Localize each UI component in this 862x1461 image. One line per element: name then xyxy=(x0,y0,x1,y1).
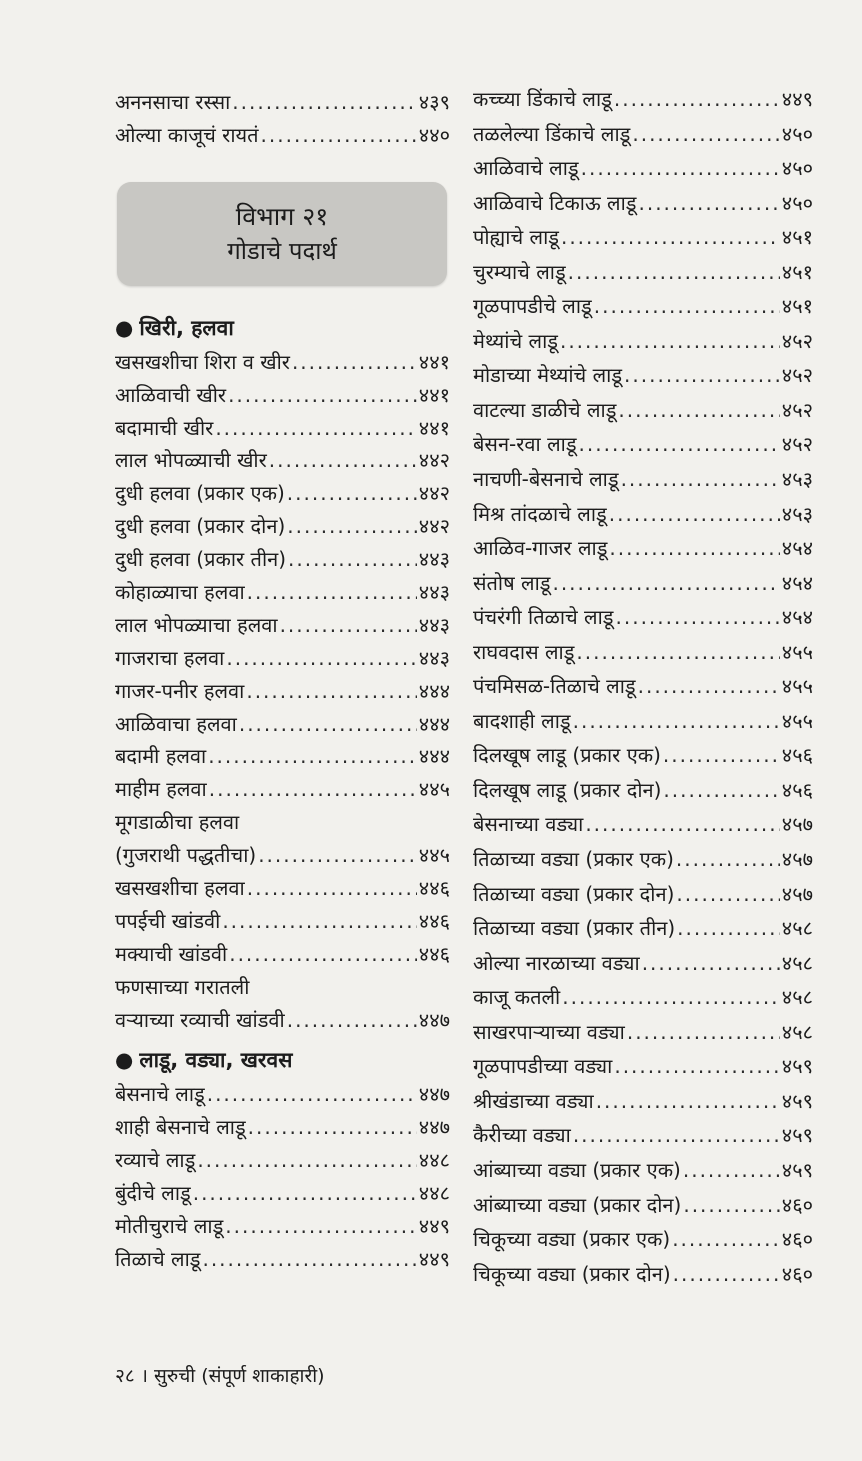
toc-entry-page-number: ४५५ xyxy=(781,639,813,664)
toc-entry xyxy=(115,609,450,642)
toc-entry-page-number: ४५४ xyxy=(781,536,813,561)
dot-leader xyxy=(552,566,779,601)
toc-entry-page-number: ४५६ xyxy=(781,777,813,802)
toc-entry-title: अननसाचा रस्सा xyxy=(115,90,231,114)
toc-entry-title: बेसनाच्या वड्या xyxy=(473,812,584,837)
toc-entry xyxy=(115,543,450,576)
dot-leader xyxy=(594,289,780,324)
toc-entry-page-number: ४४६ xyxy=(418,876,450,901)
toc-entry xyxy=(115,1111,450,1144)
toc-entry xyxy=(473,566,813,601)
toc-entry-page-number: ४४३ xyxy=(418,547,450,572)
toc-entry-title: चिकूच्या वड्या (प्रकार दोन) xyxy=(473,1261,671,1286)
toc-entry-page-number: ४५२ xyxy=(781,397,813,422)
dot-leader xyxy=(621,462,780,497)
toc-entry-page-number: ४५३ xyxy=(781,467,813,492)
dot-leader xyxy=(624,358,780,393)
toc-entry-title: कैरीच्या वड्या xyxy=(473,1123,571,1148)
dot-leader xyxy=(288,543,417,576)
dot-leader xyxy=(261,119,417,152)
toc-entry-title: बुंदीचे लाडू xyxy=(115,1181,191,1206)
toc-entry-page-number: ४३९ xyxy=(418,90,450,114)
toc-entry-page-number: ४५० xyxy=(781,156,813,181)
dot-leader xyxy=(248,1111,417,1144)
toc-entry-page-number: ४५८ xyxy=(781,950,813,975)
toc-entry xyxy=(473,635,813,670)
toc-entry xyxy=(473,82,813,117)
toc-entry-title: काजू कतली xyxy=(473,985,561,1010)
toc-entry xyxy=(115,1177,450,1210)
subsection-heading-label: खिरी, हलवा xyxy=(139,315,234,340)
toc-entry-title: तिळाच्या वड्या (प्रकार एक) xyxy=(473,847,674,872)
toc-entry-page-number: ४४४ xyxy=(418,678,450,703)
section-heading-box xyxy=(117,182,447,286)
dot-leader xyxy=(573,1118,780,1153)
toc-entry xyxy=(473,186,813,221)
toc-entry-page-number: ४४९ xyxy=(781,87,813,111)
ladoo-vadya-entries xyxy=(115,1078,450,1275)
toc-entry xyxy=(473,877,813,912)
toc-entry xyxy=(115,1004,450,1037)
dot-leader xyxy=(193,1177,417,1210)
dot-leader xyxy=(663,773,779,808)
kheer-halwa-entries-a xyxy=(115,346,450,806)
toc-entry xyxy=(115,510,450,543)
toc-entry-title: आंब्याच्या वड्या (प्रकार दोन) xyxy=(473,1192,682,1217)
dot-leader xyxy=(560,324,780,359)
toc-entry xyxy=(473,531,813,566)
dot-leader xyxy=(287,1004,417,1037)
toc-entry-page-number: ४४१ xyxy=(418,349,450,374)
section-number: विभाग २१ xyxy=(235,201,329,231)
subsection-heading-label: लाडू, वड्या, खरवस xyxy=(139,1048,293,1073)
toc-entry-title: साखरपाऱ्याच्या वड्या xyxy=(473,1019,625,1044)
dot-leader xyxy=(676,877,779,912)
toc-entry-title: बेसन-रवा लाडू xyxy=(473,432,577,457)
toc-entry xyxy=(473,807,813,842)
dot-leader xyxy=(642,946,780,981)
toc-entry-page-number: ४५६ xyxy=(781,743,813,768)
toc-entry xyxy=(473,289,813,324)
toc-entry xyxy=(473,497,813,532)
left-top-entries xyxy=(115,86,450,152)
toc-entry-title: गूळपापडीचे लाडू xyxy=(473,294,592,319)
toc-entry xyxy=(115,119,450,152)
toc-entry-title: आळिवाचा हलवा xyxy=(115,711,237,736)
toc-entry-title: बादशाही लाडू xyxy=(473,708,571,733)
toc-entry-title: राघवदास लाडू xyxy=(473,639,575,664)
dot-leader xyxy=(676,842,780,877)
toc-entry xyxy=(115,1078,450,1111)
toc-entry-page-number: ४४९ xyxy=(418,1214,450,1239)
dot-leader xyxy=(614,1049,779,1084)
dot-leader xyxy=(209,773,417,806)
toc-entry-page-number: ४४३ xyxy=(418,612,450,637)
toc-entry xyxy=(473,255,813,290)
toc-entry xyxy=(473,773,813,808)
toc-entry xyxy=(473,358,813,393)
toc-entry-title: संतोष लाडू xyxy=(473,570,551,595)
toc-entry-title: लाल भोपळ्याचा हलवा xyxy=(115,612,278,637)
toc-entry-page-number: ४५७ xyxy=(781,881,813,906)
toc-entry-title: दुधी हलवा (प्रकार एक) xyxy=(115,481,285,506)
toc-entry-page-number: ४४१ xyxy=(418,382,450,407)
toc-entry-title: मोडाच्या मेथ्यांचे लाडू xyxy=(473,363,623,388)
dot-leader xyxy=(596,1084,780,1119)
toc-entry-page-number: ४५५ xyxy=(781,674,813,699)
dot-leader xyxy=(683,1188,779,1223)
toc-entry xyxy=(473,669,813,704)
toc-entry-page-number: ४५७ xyxy=(781,847,813,872)
toc-entry xyxy=(115,412,450,445)
dot-leader xyxy=(228,379,417,412)
toc-entry-page-number: ४५१ xyxy=(781,294,813,319)
dot-leader xyxy=(672,1222,780,1257)
toc-entry xyxy=(115,740,450,773)
dot-leader xyxy=(581,151,780,186)
dot-leader xyxy=(677,911,780,946)
toc-entry-page-number: ४५९ xyxy=(781,1054,813,1079)
toc-entry-title: चिकूच्या वड्या (प्रकार एक) xyxy=(473,1227,671,1252)
toc-entry xyxy=(115,576,450,609)
toc-entry xyxy=(115,872,450,905)
dot-leader xyxy=(287,477,417,510)
dot-leader xyxy=(614,82,780,117)
dot-leader xyxy=(202,1243,416,1276)
dot-leader xyxy=(673,1257,780,1292)
toc-entry-title: कच्च्या डिंकाचे लाडू xyxy=(473,87,612,111)
dot-leader xyxy=(225,1210,417,1243)
toc-entry-page-number: ४४४ xyxy=(418,711,450,736)
toc-entry xyxy=(115,708,450,741)
toc-entry-page-number: ४६० xyxy=(781,1192,813,1217)
subsection-heading-ladoo-vadya xyxy=(115,1042,450,1078)
toc-entry xyxy=(473,151,813,186)
toc-entry-title: तिळाचे लाडू xyxy=(115,1246,201,1271)
toc-entry-title: खसखशीचा हलवा xyxy=(115,876,245,901)
toc-entry-title: चुरम्याचे लाडू xyxy=(473,259,566,284)
toc-entry-page-number: ४५५ xyxy=(781,708,813,733)
dot-leader xyxy=(568,255,780,290)
toc-entry-title: श्रीखंडाच्या वड्या xyxy=(473,1088,594,1113)
dot-leader xyxy=(258,839,417,872)
toc-entry-title: रव्याचे लाडू xyxy=(115,1148,196,1173)
toc-entry-page-number: ४४६ xyxy=(418,941,450,966)
toc-entry-title: लाल भोपळ्याची खीर xyxy=(115,448,267,473)
toc-entry-title: दिलखूष लाडू (प्रकार दोन) xyxy=(473,777,662,802)
toc-entry-title: मोतीचुराचे लाडू xyxy=(115,1214,224,1239)
dot-leader xyxy=(197,1144,416,1177)
toc-entry-page-number: ४५० xyxy=(781,190,813,215)
toc-entry-page-number: ४४४ xyxy=(418,744,450,769)
toc-entry-page-number: ४६० xyxy=(781,1227,813,1252)
toc-entry-page-number: ४४७ xyxy=(418,1115,450,1140)
dot-leader xyxy=(573,704,780,739)
dot-leader xyxy=(292,346,417,379)
toc-entry-title: मक्याची खांडवी xyxy=(115,941,228,966)
dot-leader xyxy=(616,600,780,635)
toc-entry-title: खसखशीचा शिरा व खीर xyxy=(115,349,290,374)
toc-entry xyxy=(115,444,450,477)
toc-entry xyxy=(115,905,450,938)
toc-entry-title: तळलेल्या डिंकाचे लाडू xyxy=(473,121,631,146)
dot-leader xyxy=(239,708,417,741)
toc-entry-title: आंब्याच्या वड्या (प्रकार एक) xyxy=(473,1157,681,1182)
toc-entry-title: ओल्या काजूचं रायतं xyxy=(115,122,259,147)
toc-entry-title: मेथ्यांचे लाडू xyxy=(473,328,558,353)
toc-entry-title: शाही बेसनाचे लाडू xyxy=(115,1115,246,1140)
page-footer: २८ । सुरुची (संपूर्ण शाकाहारी) xyxy=(115,1365,325,1387)
dot-leader xyxy=(562,980,780,1015)
toc-entry-title: बदामाची खीर xyxy=(115,415,214,440)
left-column xyxy=(115,86,450,1276)
toc-entry xyxy=(473,1188,813,1223)
dot-leader xyxy=(618,393,779,428)
toc-entry-title: मिश्र तांदळाचे लाडू xyxy=(473,501,607,526)
toc-entry-page-number: ४५४ xyxy=(781,570,813,595)
dot-leader xyxy=(247,576,417,609)
toc-entry-title: दुधी हलवा (प्रकार दोन) xyxy=(115,514,286,539)
toc-entry-title: ओल्या नारळाच्या वड्या xyxy=(473,950,640,975)
toc-entry xyxy=(473,980,813,1015)
toc-entry-page-number: ४५४ xyxy=(781,605,813,630)
toc-entry xyxy=(473,1257,813,1292)
toc-entry-title: पंचमिसळ-तिळाचे लाडू xyxy=(473,674,636,699)
dot-leader xyxy=(246,675,416,708)
toc-entry-title: वऱ्याच्या रव्याची खांडवी xyxy=(115,1007,285,1032)
dot-leader xyxy=(561,220,780,255)
dot-leader xyxy=(229,938,417,971)
toc-entry xyxy=(473,1049,813,1084)
dot-leader xyxy=(663,738,780,773)
toc-entry-page-number: ४४७ xyxy=(418,1007,450,1032)
toc-entry-first-line: फणसाच्या गरातली xyxy=(115,974,250,999)
toc-entry xyxy=(115,773,450,806)
dot-leader xyxy=(683,1153,780,1188)
toc-entry xyxy=(115,839,450,872)
toc-entry xyxy=(473,1118,813,1153)
toc-entry-title: आळिव-गाजर लाडू xyxy=(473,536,608,561)
toc-entry-page-number: ४५२ xyxy=(781,328,813,353)
toc-entry-title: गूळपापडीच्या वड्या xyxy=(473,1054,613,1079)
subsection-heading-kheer-halwa xyxy=(115,310,450,346)
toc-entry xyxy=(473,704,813,739)
dot-leader xyxy=(222,905,416,938)
toc-entry-title: तिळाच्या वड्या (प्रकार तीन) xyxy=(473,916,676,941)
toc-entry-title: पपईची खांडवी xyxy=(115,908,221,933)
toc-entry-title: गाजर-पनीर हलवा xyxy=(115,678,245,703)
toc-entry xyxy=(115,346,450,379)
toc-entry-page-number: ४५१ xyxy=(781,225,813,250)
bullet-icon: ● xyxy=(115,1048,134,1073)
toc-entry-page-number: ४४७ xyxy=(418,1082,450,1107)
toc-entry-title: तिळाच्या वड्या (प्रकार दोन) xyxy=(473,881,675,906)
toc-entry-page-number: ४५१ xyxy=(781,259,813,284)
toc-entry xyxy=(115,86,450,119)
toc-entry-page-number: ४५२ xyxy=(781,432,813,457)
toc-entry-page-number: ४४५ xyxy=(418,777,450,802)
toc-entry-title: पोह्याचे लाडू xyxy=(473,225,559,250)
kheer-halwa-entries-b xyxy=(115,839,450,971)
toc-entry xyxy=(473,600,813,635)
toc-entry-title: बदामी हलवा xyxy=(115,744,207,769)
toc-entry xyxy=(473,1015,813,1050)
toc-entry xyxy=(473,393,813,428)
toc-entry xyxy=(473,1222,813,1257)
dot-leader xyxy=(247,872,417,905)
toc-entry-page-number: ४५९ xyxy=(781,1088,813,1113)
toc-entry xyxy=(473,1153,813,1188)
dot-leader xyxy=(232,86,417,119)
toc-entry-title: बेसनाचे लाडू xyxy=(115,1082,205,1107)
toc-entry-page-number: ४४६ xyxy=(418,908,450,933)
toc-entry xyxy=(115,642,450,675)
dot-leader xyxy=(638,186,779,221)
toc-entry-title: नाचणी-बेसनाचे लाडू xyxy=(473,467,619,492)
dot-leader xyxy=(609,497,780,532)
dot-leader xyxy=(287,510,417,543)
toc-entry-page-number: ४४० xyxy=(418,122,450,147)
section-title: गोडाचे पदार्थ xyxy=(227,236,337,265)
dot-leader xyxy=(627,1015,780,1050)
toc-entry-page-number: ४४३ xyxy=(418,580,450,605)
toc-entry xyxy=(473,462,813,497)
dot-leader xyxy=(579,427,780,462)
toc-entry xyxy=(473,220,813,255)
dot-leader xyxy=(576,635,779,670)
toc-entry-title: आळिवाचे टिकाऊ लाडू xyxy=(473,190,637,215)
toc-entry-page-number: ४५८ xyxy=(781,916,813,941)
dot-leader xyxy=(215,412,416,445)
toc-entry xyxy=(473,117,813,152)
toc-entry-title: आळिवाचे लाडू xyxy=(473,156,579,181)
toc-entry xyxy=(115,1144,450,1177)
toc-entry xyxy=(473,738,813,773)
toc-entry-page-number: ४५३ xyxy=(781,501,813,526)
toc-entry-page-number: ४५७ xyxy=(781,812,813,837)
toc-entry-page-number: ४४१ xyxy=(418,415,450,440)
toc-entry xyxy=(115,379,450,412)
dot-leader xyxy=(280,609,417,642)
toc-entry-page-number: ४४२ xyxy=(418,514,450,539)
toc-entry-page-number: ४५८ xyxy=(781,1019,813,1044)
toc-entry-title: दिलखूष लाडू (प्रकार एक) xyxy=(473,743,661,768)
dot-leader xyxy=(226,642,416,675)
toc-entry-title: पंचरंगी तिळाचे लाडू xyxy=(473,605,614,630)
right-toc-entries xyxy=(473,82,813,1291)
toc-entry xyxy=(473,427,813,462)
toc-entry-page-number: ४६० xyxy=(781,1261,813,1286)
toc-entry xyxy=(115,938,450,971)
toc-entry-page-number: ४५९ xyxy=(781,1157,813,1182)
toc-entry-page-number: ४४२ xyxy=(418,481,450,506)
dot-leader xyxy=(609,531,779,566)
toc-entry-page-number: ४५० xyxy=(781,121,813,146)
toc-entry-page-number: ४५९ xyxy=(781,1123,813,1148)
toc-entry-title: (गुजराथी पद्धतीचा) xyxy=(115,843,257,868)
toc-entry-title: माहीम हलवा xyxy=(115,777,207,802)
toc-entry-title: आळिवाची खीर xyxy=(115,382,227,407)
toc-entry xyxy=(115,477,450,510)
bullet-icon: ● xyxy=(115,315,134,340)
toc-entry xyxy=(473,1084,813,1119)
dot-leader xyxy=(269,444,417,477)
toc-entry-page-number: ४४५ xyxy=(418,843,450,868)
toc-entry-page-number: ४४३ xyxy=(418,645,450,670)
toc-entry xyxy=(473,842,813,877)
toc-entry xyxy=(473,946,813,981)
toc-entry-page-number: ४४२ xyxy=(418,448,450,473)
dot-leader xyxy=(638,669,780,704)
kheer-halwa-entries-c xyxy=(115,1004,450,1037)
right-column xyxy=(473,82,813,1291)
toc-entry-page-number: ४४८ xyxy=(418,1181,450,1206)
dot-leader xyxy=(207,1078,417,1111)
toc-entry xyxy=(473,911,813,946)
toc-entry-title: दुधी हलवा (प्रकार तीन) xyxy=(115,547,287,572)
toc-entry xyxy=(115,1243,450,1276)
toc-entry-page-number: ४४८ xyxy=(418,1148,450,1173)
toc-entry xyxy=(115,1210,450,1243)
toc-entry xyxy=(473,324,813,359)
dot-leader xyxy=(585,807,779,842)
toc-entry-page-number: ४४९ xyxy=(418,1246,450,1271)
dot-leader xyxy=(632,117,779,152)
toc-entry xyxy=(115,675,450,708)
dot-leader xyxy=(208,740,417,773)
toc-entry-page-number: ४५२ xyxy=(781,363,813,388)
toc-entry-title: गाजराचा हलवा xyxy=(115,645,225,670)
toc-entry-page-number: ४५८ xyxy=(781,985,813,1010)
toc-entry-title: कोहाळ्याचा हलवा xyxy=(115,580,245,605)
toc-entry-title: वाटल्या डाळीचे लाडू xyxy=(473,397,617,422)
toc-entry-first-line: मूगडाळीचा हलवा xyxy=(115,810,240,835)
